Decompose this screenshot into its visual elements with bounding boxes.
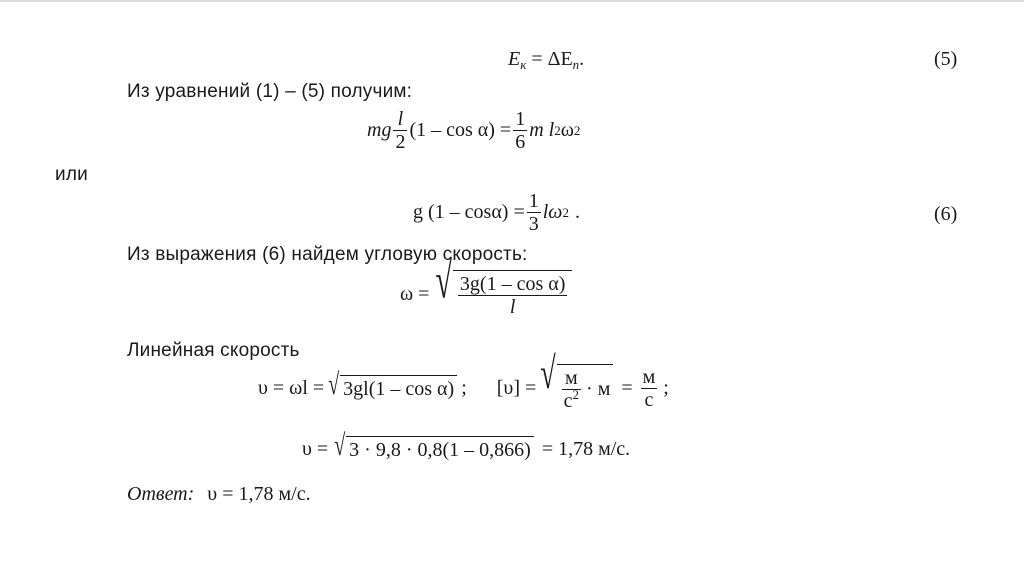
fraction-omega xyxy=(458,273,567,318)
eq-energy-rest: m l xyxy=(529,119,555,141)
eq5-mid: = ΔE xyxy=(526,48,573,70)
eq-v-unit-left: [υ] = xyxy=(496,376,537,399)
answer-label: Ответ: xyxy=(127,483,195,505)
frac-1: 1 xyxy=(515,108,526,130)
fraction-m-over-c xyxy=(641,366,658,411)
text-angular-speed: Из выражения (6) найдем угловую скорость: xyxy=(127,244,528,265)
unit-c: с xyxy=(563,390,573,412)
equation-energy: mg $\frac{l}{2}$ (1 – cos α) = $\frac{1}{6}$ m l 2 ω 2 xyxy=(367,108,581,153)
omega-den: l xyxy=(509,296,516,318)
fraction-1-over-3 xyxy=(527,190,541,235)
fraction-1-over-6 xyxy=(513,108,527,153)
eq-v-equals: = xyxy=(621,376,633,399)
eq-v-left: υ = ωl = xyxy=(258,376,325,399)
sqrt-unit xyxy=(540,349,613,412)
sqrt-calc-radicand: 3 · 9,8 · 0,8(1 – 0,866) xyxy=(346,436,534,462)
equation-omega xyxy=(400,253,572,318)
eq-energy-omega: ω xyxy=(560,119,574,141)
sqrt-calc-sign: √ xyxy=(334,429,346,463)
fraction-m-over-c2 xyxy=(562,367,581,412)
frac6-3: 3 xyxy=(528,213,539,235)
eq-energy-mid: (1 – cos α) = xyxy=(409,119,512,141)
eq6-rest: lω xyxy=(542,201,563,223)
eq6-left: g (1 – cosα) = xyxy=(413,201,525,223)
sqrt-v-radicand: 3gl(1 – cos α) xyxy=(340,375,457,401)
sqrt-v-sign: √ xyxy=(328,368,340,402)
unit-m2: м xyxy=(642,365,656,388)
eq-energy-mg: mg xyxy=(367,119,392,141)
unit-c2: с xyxy=(644,388,654,411)
equation-5-number: (5) xyxy=(934,48,958,70)
frac-2: 2 xyxy=(395,131,406,153)
eq5-end: . xyxy=(579,48,585,70)
eq-calc-left: υ = xyxy=(302,437,329,460)
eq5-ep-sub: п xyxy=(572,56,580,72)
sqrt-v xyxy=(328,368,457,402)
omega-num: 3g(1 – cos α) xyxy=(459,273,566,295)
frac-l: l xyxy=(397,108,404,130)
text-from-equations: Из уравнений (1) – (5) получим: xyxy=(127,81,413,102)
eq-v-semicolon: ; xyxy=(461,376,467,399)
sqrt-calc xyxy=(334,429,534,463)
equation-5 xyxy=(508,48,584,71)
eq6-dot: . xyxy=(574,201,580,223)
sqrt-sign: √ xyxy=(435,253,452,310)
equation-calc xyxy=(302,429,631,463)
eq5-ek-sub: к xyxy=(520,56,527,72)
sqrt-unit-radicand xyxy=(557,364,614,412)
eq-calc-right: = 1,78 м/с. xyxy=(541,437,631,460)
eq5-ek: E xyxy=(508,48,521,70)
unit-times-m: · м xyxy=(586,378,611,400)
unit-c-sq: 2 xyxy=(572,387,580,403)
top-divider xyxy=(0,0,1024,2)
sqrt-omega xyxy=(435,253,572,318)
equation-6: g (1 – cosα) = $\frac{1}{3}$ lω 2 . xyxy=(413,190,580,235)
eq-omega-left: ω = xyxy=(400,282,430,305)
unit-m: м xyxy=(562,367,581,390)
equation-6-number: (6) xyxy=(934,203,958,225)
text-or: или xyxy=(55,164,88,185)
answer-line xyxy=(127,483,311,506)
eq-v-semicolon2: ; xyxy=(663,376,669,399)
equation-v xyxy=(258,349,669,412)
fraction-l-over-2 xyxy=(393,108,407,153)
answer-value: υ = 1,78 м/с. xyxy=(207,483,311,505)
frac-6: 6 xyxy=(515,131,526,153)
frac6-1: 1 xyxy=(528,190,539,212)
sqrt-omega-radicand xyxy=(453,270,572,318)
text-linear-speed: Линейная скорость xyxy=(127,340,300,361)
sqrt-unit-sign: √ xyxy=(540,349,556,400)
